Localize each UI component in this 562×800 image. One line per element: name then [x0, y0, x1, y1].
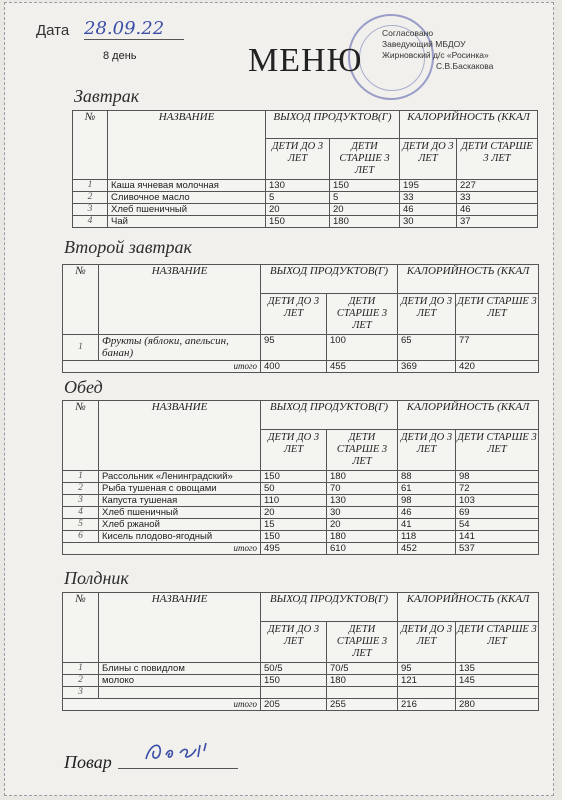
value-cell: 110 — [261, 495, 327, 507]
output-subheader: ДЕТИ СТАРШЕ 3 ЛЕТ — [327, 294, 398, 335]
row-number: 1 — [63, 663, 99, 675]
total-value: 205 — [261, 699, 327, 711]
calories-subheader: ДЕТИ ДО 3 ЛЕТ — [398, 622, 456, 663]
row-number: 3 — [63, 495, 99, 507]
value-cell: 41 — [398, 519, 456, 531]
menu-table — [62, 264, 539, 373]
value-cell: 50 — [261, 483, 327, 495]
calories-subheader: ДЕТИ ДО 3 ЛЕТ — [398, 430, 456, 471]
date-label: Дата — [36, 22, 70, 39]
table-row — [63, 507, 539, 519]
total-value: 455 — [327, 361, 398, 373]
output-subheader: ДЕТИ ДО 3 ЛЕТ — [261, 430, 327, 471]
table-row — [63, 335, 539, 361]
dish-name: Хлеб пшеничный — [99, 507, 261, 519]
col-output-header: ВЫХОД ПРОДУКТОВ(Г) — [261, 401, 398, 430]
cook-label: Повар — [64, 752, 112, 772]
dish-name: Хлеб ржаной — [99, 519, 261, 531]
menu-table — [62, 592, 539, 711]
total-label: итого — [63, 543, 261, 555]
row-number: 1 — [73, 180, 108, 192]
value-cell: 65 — [398, 335, 456, 361]
approval-line: Заведующий МБДОУ — [382, 39, 466, 49]
dish-name: Хлеб пшеничный — [108, 204, 266, 216]
table-row — [63, 687, 539, 699]
value-cell: 141 — [456, 531, 539, 543]
section-title: Полдник — [64, 568, 129, 588]
total-value: 452 — [398, 543, 456, 555]
row-number: 4 — [63, 507, 99, 519]
value-cell — [398, 687, 456, 699]
row-number: 4 — [73, 216, 108, 228]
dish-name: Блины с повидлом — [99, 663, 261, 675]
value-cell: 180 — [327, 675, 398, 687]
table-row — [73, 180, 538, 192]
table-row — [63, 663, 539, 675]
table-row — [73, 192, 538, 204]
value-cell: 61 — [398, 483, 456, 495]
calories-subheader: ДЕТИ ДО 3 ЛЕТ — [398, 294, 456, 335]
value-cell: 88 — [398, 471, 456, 483]
value-cell: 227 — [457, 180, 538, 192]
value-cell: 33 — [457, 192, 538, 204]
value-cell: 5 — [266, 192, 330, 204]
output-subheader: ДЕТИ СТАРШЕ 3 ЛЕТ — [330, 139, 400, 180]
col-calories-header: КАЛОРИЙНОСТЬ (ККАЛ — [398, 265, 539, 294]
col-output-header: ВЫХОД ПРОДУКТОВ(Г) — [261, 265, 398, 294]
total-row — [63, 543, 539, 555]
output-subheader: ДЕТИ СТАРШЕ 3 ЛЕТ — [327, 622, 398, 663]
total-value: 420 — [456, 361, 539, 373]
total-value: 400 — [261, 361, 327, 373]
output-subheader: ДЕТИ ДО 3 ЛЕТ — [261, 294, 327, 335]
section-title: Второй завтрак — [64, 237, 192, 257]
value-cell: 46 — [398, 507, 456, 519]
value-cell: 150 — [330, 180, 400, 192]
calories-subheader: ДЕТИ СТАРШЕ 3 ЛЕТ — [456, 622, 539, 663]
dish-name: Каша ячневая молочная — [108, 180, 266, 192]
table-row — [63, 519, 539, 531]
value-cell: 30 — [400, 216, 457, 228]
value-cell — [456, 687, 539, 699]
total-label: итого — [63, 361, 261, 373]
row-number: 6 — [63, 531, 99, 543]
table-row — [73, 204, 538, 216]
approval-block — [382, 28, 493, 72]
value-cell: 46 — [400, 204, 457, 216]
calories-subheader: ДЕТИ ДО 3 ЛЕТ — [400, 139, 457, 180]
total-value: 537 — [456, 543, 539, 555]
dish-name: Кисель плодово-ягодный — [99, 531, 261, 543]
value-cell: 98 — [398, 495, 456, 507]
row-number: 2 — [73, 192, 108, 204]
approval-line: Согласовано — [382, 28, 434, 38]
cook-signature — [140, 737, 220, 765]
value-cell: 150 — [261, 531, 327, 543]
value-cell: 70 — [327, 483, 398, 495]
value-cell: 150 — [266, 216, 330, 228]
menu-table — [72, 110, 538, 228]
value-cell: 145 — [456, 675, 539, 687]
row-number: 3 — [63, 687, 99, 699]
date-value: 28.09.22 — [84, 18, 184, 40]
value-cell: 72 — [456, 483, 539, 495]
table-row — [63, 495, 539, 507]
output-subheader: ДЕТИ ДО 3 ЛЕТ — [261, 622, 327, 663]
value-cell: 98 — [456, 471, 539, 483]
value-cell: 103 — [456, 495, 539, 507]
dish-name: Фрукты (яблоки, апельсин, банан) — [99, 335, 261, 361]
col-name-header: НАЗВАНИЕ — [99, 265, 261, 335]
col-num-header: № — [63, 265, 99, 335]
table-row — [63, 483, 539, 495]
output-subheader: ДЕТИ ДО 3 ЛЕТ — [266, 139, 330, 180]
col-name-header: НАЗВАНИЕ — [108, 111, 266, 180]
value-cell: 195 — [400, 180, 457, 192]
dish-name: Сливочное масло — [108, 192, 266, 204]
value-cell: 33 — [400, 192, 457, 204]
total-value: 255 — [327, 699, 398, 711]
value-cell: 118 — [398, 531, 456, 543]
value-cell: 20 — [330, 204, 400, 216]
value-cell: 100 — [327, 335, 398, 361]
approval-line: Жирновский д/с «Росинка» — [382, 50, 489, 60]
value-cell: 180 — [327, 471, 398, 483]
table-row — [63, 471, 539, 483]
col-name-header: НАЗВАНИЕ — [99, 401, 261, 471]
table-row — [63, 675, 539, 687]
value-cell: 130 — [327, 495, 398, 507]
value-cell: 30 — [327, 507, 398, 519]
row-number: 1 — [63, 471, 99, 483]
value-cell: 180 — [330, 216, 400, 228]
total-label: итого — [63, 699, 261, 711]
value-cell: 5 — [330, 192, 400, 204]
col-num-header: № — [63, 401, 99, 471]
row-number: 3 — [73, 204, 108, 216]
col-output-header: ВЫХОД ПРОДУКТОВ(Г) — [266, 111, 400, 139]
col-calories-header: КАЛОРИЙНОСТЬ (ККАЛ — [400, 111, 538, 139]
value-cell: 121 — [398, 675, 456, 687]
total-value: 216 — [398, 699, 456, 711]
day-label: 8 день — [103, 50, 137, 62]
value-cell: 135 — [456, 663, 539, 675]
section-title: Обед — [64, 377, 103, 397]
total-value: 280 — [456, 699, 539, 711]
value-cell: 77 — [456, 335, 539, 361]
value-cell: 54 — [456, 519, 539, 531]
col-name-header: НАЗВАНИЕ — [99, 593, 261, 663]
value-cell: 95 — [261, 335, 327, 361]
col-output-header: ВЫХОД ПРОДУКТОВ(Г) — [261, 593, 398, 622]
row-number: 2 — [63, 675, 99, 687]
row-number: 2 — [63, 483, 99, 495]
dish-name: молоко — [99, 675, 261, 687]
col-num-header: № — [63, 593, 99, 663]
table-row — [73, 216, 538, 228]
value-cell: 15 — [261, 519, 327, 531]
total-row — [63, 361, 539, 373]
value-cell: 37 — [457, 216, 538, 228]
value-cell: 69 — [456, 507, 539, 519]
value-cell: 20 — [261, 507, 327, 519]
col-calories-header: КАЛОРИЙНОСТЬ (ККАЛ — [398, 401, 539, 430]
col-num-header: № — [73, 111, 108, 180]
dish-name: Капуста тушеная — [99, 495, 261, 507]
menu-table — [62, 400, 539, 555]
row-number: 1 — [63, 335, 99, 361]
value-cell: 50/5 — [261, 663, 327, 675]
dish-name: Чай — [108, 216, 266, 228]
cook-signature-line — [118, 768, 238, 769]
value-cell — [261, 687, 327, 699]
value-cell: 20 — [327, 519, 398, 531]
total-value: 610 — [327, 543, 398, 555]
value-cell: 150 — [261, 675, 327, 687]
col-calories-header: КАЛОРИЙНОСТЬ (ККАЛ — [398, 593, 539, 622]
calories-subheader: ДЕТИ СТАРШЕ 3 ЛЕТ — [456, 294, 539, 335]
value-cell: 70/5 — [327, 663, 398, 675]
value-cell: 180 — [327, 531, 398, 543]
value-cell: 95 — [398, 663, 456, 675]
calories-subheader: ДЕТИ СТАРШЕ 3 ЛЕТ — [456, 430, 539, 471]
total-value: 495 — [261, 543, 327, 555]
total-value: 369 — [398, 361, 456, 373]
value-cell: 150 — [261, 471, 327, 483]
value-cell: 20 — [266, 204, 330, 216]
dish-name — [99, 687, 261, 699]
value-cell: 46 — [457, 204, 538, 216]
approval-line: С.В.Баскакова — [436, 61, 494, 71]
calories-subheader: ДЕТИ СТАРШЕ 3 ЛЕТ — [457, 139, 538, 180]
total-row — [63, 699, 539, 711]
value-cell — [327, 687, 398, 699]
value-cell: 130 — [266, 180, 330, 192]
page-title: МЕНЮ — [248, 42, 363, 79]
dish-name: Рассольник «Ленинградский» — [99, 471, 261, 483]
dish-name: Рыба тушеная с овощами — [99, 483, 261, 495]
table-row — [63, 531, 539, 543]
output-subheader: ДЕТИ СТАРШЕ 3 ЛЕТ — [327, 430, 398, 471]
section-title: Завтрак — [74, 86, 140, 106]
row-number: 5 — [63, 519, 99, 531]
